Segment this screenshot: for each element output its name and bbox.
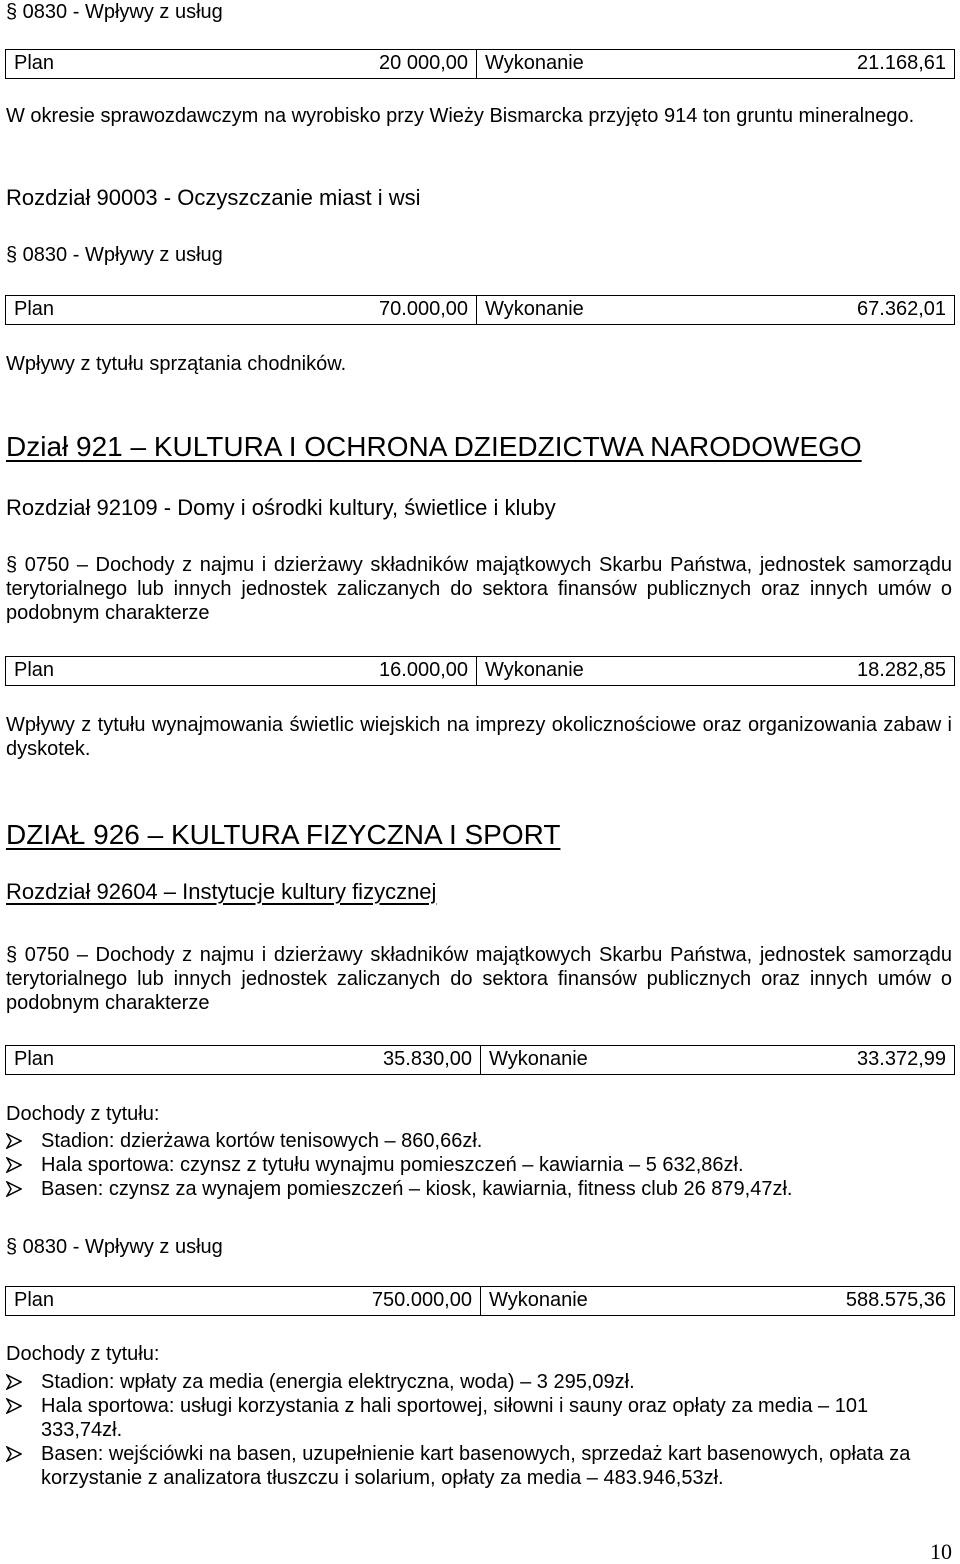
arrow-bullet-icon [6,1157,22,1173]
paragraph-heading-0830: § 0830 - Wpływy z usług [6,1,223,23]
execution-value: 33.372,99 [857,1048,946,1070]
section-heading: DZIAŁ 926 – KULTURA FIZYCZNA I SPORT [6,819,561,850]
plan-table [5,656,955,686]
note-paragraph: Wpływy z tytułu sprzątania chodników. [6,353,347,375]
arrow-bullet-icon [6,1446,22,1462]
plan-table [5,1286,955,1316]
list-item [6,1153,952,1177]
plan-value: 16.000,00 [246,657,477,685]
list-item [6,1129,952,1153]
page-number: 10 [930,1539,952,1564]
plan-label: Plan [14,1289,55,1311]
arrow-bullet-icon [6,1181,22,1197]
execution-value: 21.168,61 [857,52,946,74]
execution-label: Wykonanie [489,1289,588,1311]
plan-table [5,1045,955,1075]
execution-value: 18.282,85 [857,659,946,681]
income-list-title: Dochody z tytułu: [6,1343,160,1365]
list-item-text: Basen: wejściówki na basen, uzupełnienie kart basenowych, sprzedaż kart basenowych, opłata za korzystanie z analizatora tłuszczu i solarium, opłaty za media – 483.946,53zł. [41,1443,911,1489]
paragraph-heading-0830: § 0830 - Wpływy z usług [6,244,223,266]
list-item-text: Stadion: wpłaty za media (energia elektryczna, woda) – 3 295,09zł. [41,1371,635,1393]
list-item-text: Hala sportowa: usługi korzystania z hali sportowej, siłowni i sauny oraz opłaty za media – 101 333,74zł. [41,1395,869,1441]
income-list [6,1129,952,1201]
plan-label: Plan [14,298,55,320]
list-item [6,1394,952,1442]
plan-table [5,295,955,325]
plan-value: 35.830,00 [241,1046,481,1074]
plan-value: 70.000,00 [246,296,477,324]
arrow-bullet-icon [6,1133,22,1149]
list-item [6,1370,952,1394]
execution-label: Wykonanie [485,52,584,74]
paragraph-heading-0750: § 0750 – Dochody z najmu i dzierżawy składników majątkowych Skarbu Państwa, jednostek samorządu terytorialnego lub innych jednostek zaliczanych do sektora finansów publicznych oraz innych umów o podobnym charakterze [6,554,952,624]
execution-label: Wykonanie [489,1048,588,1070]
list-item-text: Stadion: dzierżawa kortów tenisowych – 860,66zł. [41,1130,483,1152]
note-paragraph: Wpływy z tytułu wynajmowania świetlic wiejskich na imprezy okolicznościowe oraz organizowania zabaw i dyskotek. [6,714,952,760]
income-list [6,1370,952,1490]
arrow-bullet-icon [6,1374,22,1390]
section-heading: Dział 921 – KULTURA I OCHRONA DZIEDZICTWA NARODOWEGO [6,431,862,462]
chapter-heading: Rozdział 92604 – Instytucje kultury fizycznej [6,879,437,904]
list-item [6,1442,952,1490]
execution-value: 588.575,36 [845,1289,946,1311]
plan-label: Plan [14,52,55,74]
chapter-heading: Rozdział 92109 - Domy i ośrodki kultury, świetlice i kluby [6,495,556,520]
paragraph-heading-0750: § 0750 – Dochody z najmu i dzierżawy składników majątkowych Skarbu Państwa, jednostek samorządu terytorialnego lub innych jednostek zaliczanych do sektora finansów publicznych oraz innych umów o podobnym charakterze [6,944,952,1014]
list-item [6,1177,952,1201]
chapter-heading: Rozdział 90003 - Oczyszczanie miast i wsi [6,185,421,210]
arrow-bullet-icon [6,1398,22,1414]
income-list-title: Dochody z tytułu: [6,1103,160,1125]
execution-label: Wykonanie [485,298,584,320]
list-item-text: Basen: czynsz za wynajem pomieszczeń – kiosk, kawiarnia, fitness club 26 879,47zł. [41,1178,793,1200]
list-item-text: Hala sportowa: czynsz z tytułu wynajmu pomieszczeń – kawiarnia – 5 632,86zł. [41,1154,744,1176]
plan-label: Plan [14,659,55,681]
execution-label: Wykonanie [485,659,584,681]
execution-value: 67.362,01 [857,298,946,320]
plan-value: 20 000,00 [246,50,477,78]
note-paragraph: W okresie sprawozdawczym na wyrobisko przy Wieży Bismarcka przyjęto 914 ton gruntu mineralnego. [6,105,915,127]
plan-value: 750.000,00 [241,1287,481,1315]
paragraph-heading-0830: § 0830 - Wpływy z usług [6,1236,223,1258]
plan-table [5,49,955,79]
plan-label: Plan [14,1048,55,1070]
